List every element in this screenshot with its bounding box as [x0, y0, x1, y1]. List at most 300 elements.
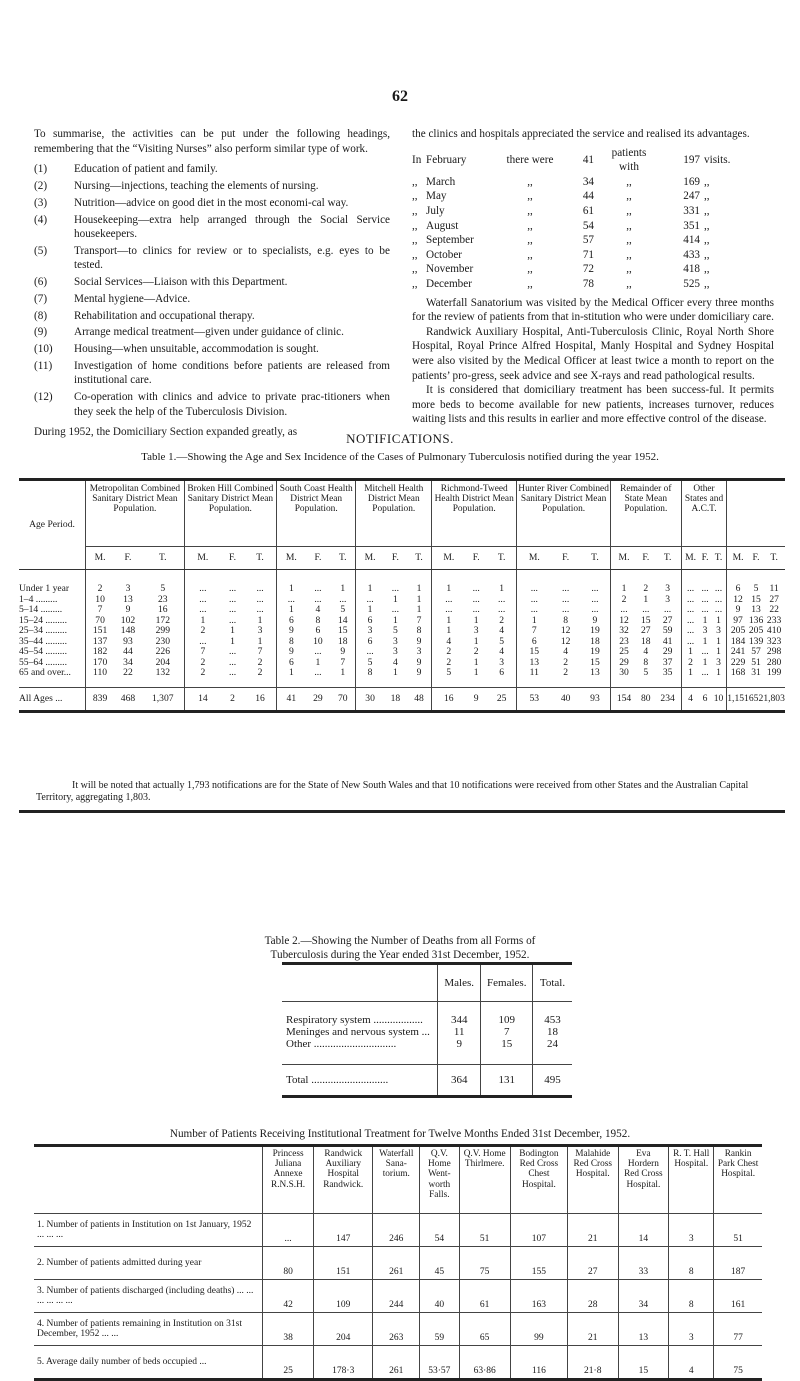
table-cell: 23 [142, 595, 184, 606]
table-cell: 44 [123, 646, 133, 657]
table-cell: 5 [367, 656, 373, 668]
table-cell: 27 [654, 616, 681, 627]
visit-w1: there were [506, 153, 554, 166]
table-cell: ... [711, 605, 727, 616]
table-cell: 229 [730, 656, 746, 668]
table-cell: 3 [711, 626, 727, 637]
table-cell: ... [228, 614, 237, 626]
table-cell: 3 [669, 1313, 714, 1346]
table-cell: 154 [610, 687, 637, 712]
table-cell: 13 [751, 604, 761, 615]
age-cell: 25–34 ......... [19, 626, 86, 637]
table-cell: 7 [244, 647, 276, 658]
table-cell: 27 [769, 593, 779, 605]
visit-visits: 331 [683, 204, 700, 217]
sex-header: T. [580, 547, 610, 570]
visit-w2: ,, [626, 263, 632, 276]
sex-header: M. [277, 547, 306, 570]
deaths-column-header [282, 964, 437, 1002]
table2-title-line2: Tuberculosis during the Year ended 31st December, 1952. [270, 949, 530, 961]
visit-month: September [426, 234, 474, 247]
table-row [34, 1214, 762, 1247]
visit-w2: ,, [626, 277, 632, 290]
sex-header: M. [727, 547, 749, 570]
table-cell: 4 [681, 687, 699, 712]
visit-w3: ,, [704, 263, 710, 276]
table-cell: 1 [330, 668, 356, 687]
table-cell: 2 [221, 687, 244, 712]
table-cell: 13 [580, 668, 610, 687]
table-row [34, 1247, 762, 1280]
table-cell: ... [228, 593, 237, 605]
table-cell: 107 [510, 1214, 567, 1247]
table-cell: 40 [420, 1280, 459, 1313]
item-text: Nutrition—advice on good diet in the most economi-cal way. [74, 196, 349, 209]
list-item [34, 292, 390, 306]
table-cell: 7 [200, 646, 206, 657]
table-cell: ... [244, 595, 276, 606]
table-cell: ... [445, 593, 453, 605]
table-cell: ... [701, 667, 709, 678]
table-cell: 15 [529, 646, 540, 657]
table-cell: ... [199, 604, 207, 615]
item-number: (3) [34, 196, 48, 209]
table-cell: 1 [473, 635, 479, 647]
table-cell: 170 [92, 656, 108, 668]
table-cell: 59 [420, 1313, 459, 1346]
table-cell: ... [445, 604, 453, 615]
waterfall-paragraph: Waterfall Sanatorium was visited by the Medical Officer every three months for the review of patients from that in-stitution who were under domiciliary care. [412, 296, 774, 324]
table-cell: 37 [654, 658, 681, 669]
sex-header: F. [221, 547, 244, 570]
table-cell: 2 [200, 667, 206, 678]
table-cell: 3 [392, 646, 398, 657]
table-cell: 34 [618, 1280, 669, 1313]
table-cell: 8 [669, 1247, 714, 1280]
table-cell: ... [314, 593, 322, 605]
table-cell: 28 [568, 1280, 618, 1313]
left-intro: To summarise, the activities can be put under the following headings, remembering that the “Visiting Nurses” also perform similar type of work. [34, 128, 390, 155]
hospitals-paragraph: Randwick Auxiliary Hospital, Anti-Tuberculosis Clinic, Royal North Shore Hospital, Royal Prince Alfred Hospital, Manly Hospital and Sydney Hospital were also visited by the Medical Officer at least twice a month to report on the patients’ pro-gress, seek advice and see X-rays and read pathological results. [412, 325, 774, 382]
deaths-value: 7 [481, 1026, 533, 1038]
deaths-total-label: Total ............................ [282, 1065, 437, 1097]
table-cell: 15 [580, 658, 610, 669]
table-cell: 18 [580, 637, 610, 648]
district-header: Richmond-Tweed Health District Mean Population. [432, 480, 517, 547]
visit-patients: 72 [582, 263, 594, 276]
table-cell: ... [228, 667, 237, 678]
item-text: Mental hygiene—Advice. [74, 292, 191, 305]
table1-caption: Table 1.—Showing the Age and Sex Incidence of the Cases of Pulmonary Tuberculosis notified during the year 1952. [141, 451, 659, 463]
table-cell: 30 [619, 667, 629, 678]
table-cell: 1 [621, 583, 627, 594]
table-cell: 12 [560, 635, 571, 647]
table-cell: 11 [529, 667, 539, 678]
table-cell: 3 [367, 625, 373, 636]
table-cell: 10 [711, 687, 727, 712]
visit-prefix: ,, [412, 219, 418, 232]
table-cell: 204 [314, 1313, 373, 1346]
visit-row [412, 189, 744, 204]
table-cell: 1 [288, 667, 294, 678]
table-cell: 42 [263, 1280, 314, 1313]
institution-header: Randwick Auxiliary Hospital Randwick. [314, 1146, 373, 1214]
table-cell: ... [580, 570, 610, 595]
table-cell: 57 [751, 646, 761, 657]
table-cell: ... [228, 583, 237, 594]
visit-w3: ,, [704, 234, 710, 247]
table-cell: ... [530, 604, 538, 615]
table-cell: 110 [93, 667, 108, 678]
table-cell: ... [686, 635, 695, 647]
table-cell: 54 [420, 1214, 459, 1247]
left-closing: During 1952, the Domiciliary Section expanded greatly, as [34, 425, 298, 438]
table-cell: 139 [748, 635, 764, 647]
item-number: (12) [34, 391, 53, 404]
table-cell: ... [244, 570, 276, 595]
visit-w3: visits. [704, 153, 731, 166]
table-cell: ... [701, 593, 709, 605]
table-cell: 1 [407, 605, 432, 616]
visit-w3: ,, [704, 219, 710, 232]
table-cell: 18 [330, 637, 356, 648]
table-cell: 5 [643, 667, 649, 678]
table3-title: Number of Patients Receiving Institutional Treatment for Twelve Months Ended 31st December, 1952. [169, 1128, 631, 1140]
table-cell: 1 [446, 583, 452, 594]
item-text: Arrange medical treatment—given under guidance of clinic. [74, 326, 344, 339]
table-cell: ... [314, 646, 322, 657]
table-cell: 38 [263, 1313, 314, 1346]
sex-header: T. [330, 547, 356, 570]
item-number: (2) [34, 179, 48, 192]
table-row [19, 626, 785, 637]
table-cell: ... [228, 646, 237, 657]
table-row [34, 1280, 762, 1313]
sex-header: T. [654, 547, 681, 570]
age-cell: Under 1 year [19, 570, 86, 595]
section-rule [19, 810, 785, 813]
visit-month: December [426, 277, 472, 290]
table-cell: 1 [200, 614, 206, 626]
table-cell: 8 [407, 626, 432, 637]
deaths-value: 344 [437, 1002, 481, 1027]
table-cell: ... [244, 605, 276, 616]
deaths-total-value: 131 [481, 1065, 533, 1097]
visit-w2: ,, [626, 175, 632, 188]
sex-header: T. [407, 547, 432, 570]
visit-visits: 169 [683, 175, 700, 188]
deaths-value: 18 [533, 1026, 573, 1038]
table-cell: 9 [407, 668, 432, 687]
item-number: (9) [34, 326, 48, 339]
list-item [34, 196, 390, 210]
visit-w2: ,, [626, 204, 632, 217]
visit-month: November [426, 263, 474, 276]
table-cell: 16 [244, 687, 276, 712]
item-number: (11) [34, 359, 53, 372]
institutional-treatment-table [34, 1144, 762, 1381]
institution-header: Princess Juliana Annexe R.N.S.H. [263, 1146, 314, 1214]
sex-header: M. [432, 547, 466, 570]
activities-list [34, 162, 390, 419]
sex-header: M. [610, 547, 637, 570]
table-cell: 3 [244, 626, 276, 637]
sex-header: M. [184, 547, 221, 570]
table-cell: 184 [730, 635, 746, 647]
table-cell: 2 [446, 656, 452, 668]
table-cell: 21 [568, 1313, 618, 1346]
table-cell: 246 [373, 1214, 420, 1247]
sex-header: T. [142, 547, 184, 570]
deaths-value: 15 [481, 1038, 533, 1065]
table-cell: 2 [563, 656, 569, 668]
table-cell: 1 [473, 614, 479, 626]
table-cell: 187 [714, 1247, 762, 1280]
table-cell: 1 [367, 604, 373, 615]
table-cell: 15 [618, 1346, 669, 1380]
table-cell: 22 [123, 667, 133, 678]
visit-row [412, 262, 744, 277]
visit-patients: 41 [582, 153, 594, 166]
table-row [34, 1313, 762, 1346]
district-header: Other States and A.C.T. [681, 480, 726, 547]
table-cell: 151 [92, 625, 108, 636]
age-cell: 35–44 ......... [19, 637, 86, 648]
item-number: (4) [34, 213, 48, 226]
table-cell: ... [686, 593, 695, 605]
table-cell: 1 [473, 656, 479, 668]
sex-header: M. [517, 547, 551, 570]
table-cell: 8 [315, 614, 321, 626]
table-cell: 1 [288, 604, 294, 615]
table-cell: 6 [531, 635, 537, 647]
table-cell: 19 [580, 647, 610, 658]
sex-header: M. [86, 547, 115, 570]
table-cell: 6 [367, 635, 373, 647]
table-cell: 4 [563, 646, 569, 657]
table-cell: 10 [95, 593, 105, 605]
sex-header: F. [637, 547, 654, 570]
table-cell: 6 [288, 614, 294, 626]
list-item [34, 325, 390, 339]
table-cell: 116 [510, 1346, 567, 1380]
table-cell: 1 [688, 646, 693, 657]
table-cell: 3 [407, 647, 432, 658]
table-cell: 9 [735, 604, 741, 615]
deaths-row [282, 1038, 572, 1065]
list-item [34, 309, 390, 323]
table-cell: 29 [619, 656, 629, 668]
sex-header: T. [711, 547, 727, 570]
table-cell: 10 [313, 635, 323, 647]
table-cell: 9 [407, 658, 432, 669]
sex-header: T. [244, 547, 276, 570]
table-cell: 9 [288, 646, 294, 657]
visit-patients: 34 [582, 175, 594, 188]
table-cell: 14 [618, 1214, 669, 1247]
age-cell: 65 and over... [19, 668, 86, 687]
table-cell: 263 [373, 1313, 420, 1346]
district-header: Remainder of State Mean Population. [610, 480, 681, 547]
table-cell: 234 [654, 687, 681, 712]
table-cell: 8 [563, 614, 569, 626]
visit-visits: 197 [683, 153, 700, 166]
table-cell: 15 [751, 593, 761, 605]
table-cell: 9 [288, 625, 294, 636]
table-cell: ... [580, 595, 610, 606]
table-cell: 261 [373, 1247, 420, 1280]
table-cell: ... [686, 583, 695, 594]
table-cell: ... [562, 604, 570, 615]
table-cell: 136 [748, 614, 764, 626]
table-cell: 1 [315, 656, 321, 668]
row-label: 3. Number of patients discharged (including deaths) ... ... ... ... ... ... [34, 1280, 263, 1313]
sex-header: M. [681, 547, 699, 570]
visit-month: February [426, 153, 467, 166]
table-cell: ... [686, 625, 695, 636]
row-label: 1. Number of patients in Institution on 1st January, 1952 ... ... ... [34, 1214, 263, 1247]
table-cell: 1 [487, 570, 517, 595]
table-cell: 77 [714, 1313, 762, 1346]
table-cell: 21·8 [568, 1346, 618, 1380]
table-cell: ... [199, 583, 207, 594]
visit-row [412, 175, 744, 190]
table-row [19, 647, 785, 658]
table-cell: 18 [384, 687, 407, 712]
row-label-header [34, 1146, 263, 1214]
visit-w2: ,, [626, 234, 632, 247]
table-cell: 3 [669, 1214, 714, 1247]
institution-header: Malahide Red Cross Hospital. [568, 1146, 618, 1214]
table-cell: 16 [142, 605, 184, 616]
table-cell: 33 [618, 1247, 669, 1280]
table-cell: 1 [702, 656, 708, 668]
visit-prefix: ,, [412, 234, 418, 247]
table-cell: ... [199, 593, 207, 605]
table-cell: 1 [367, 583, 373, 594]
visit-w2: patients with [611, 146, 647, 174]
table-cell: 13 [618, 1313, 669, 1346]
visit-visits: 433 [683, 248, 700, 261]
table-cell: 93 [580, 687, 610, 712]
visit-w2: ,, [626, 219, 632, 232]
table-cell: 29 [306, 687, 330, 712]
table-cell: 25 [619, 646, 629, 657]
table-cell: 155 [510, 1247, 567, 1280]
table-cell: ... [701, 604, 709, 615]
visit-w3: ,, [704, 190, 710, 203]
item-text: Housekeeping—extra help arranged through the Social Service housekeepers. [74, 213, 390, 240]
institution-header: Q.V. Home Thirlmere. [459, 1146, 510, 1214]
table-cell: 99 [510, 1313, 567, 1346]
page-number: 62 [392, 88, 408, 105]
table-cell: 3 [654, 570, 681, 595]
visit-patients: 57 [582, 234, 594, 247]
institution-header: Waterfall Sana-torium. [373, 1146, 420, 1214]
district-header: South Coast Health District Mean Population. [277, 480, 356, 547]
sex-header: F. [749, 547, 763, 570]
table-cell: 1,151 [727, 687, 749, 712]
table-cell: 1 [392, 593, 398, 605]
table-cell: 51 [714, 1214, 762, 1247]
table-cell: 14 [330, 616, 356, 627]
table-cell: 7 [531, 625, 537, 636]
table-cell: 3 [473, 625, 479, 636]
visit-w1: ,, [527, 234, 533, 247]
table-cell: ... [580, 605, 610, 616]
visit-patients: 44 [582, 190, 594, 203]
institution-header: Rankin Park Chest Hospital. [714, 1146, 762, 1214]
table-cell: 1 [688, 667, 693, 678]
table-cell: 261 [373, 1346, 420, 1380]
deaths-label: Other .............................. [286, 1038, 397, 1050]
item-number: (1) [34, 163, 48, 176]
age-cell: 15–24 ......... [19, 616, 86, 627]
district-header: Hunter River Combined Sanitary District Mean Population. [517, 480, 610, 547]
table-cell: 19 [580, 626, 610, 637]
deaths-total-value: 495 [533, 1065, 573, 1097]
table-cell: 15 [330, 626, 356, 637]
visit-w3: ,, [704, 277, 710, 290]
table-cell: 148 [120, 625, 136, 636]
deaths-label: Respiratory system .................. [286, 1014, 423, 1026]
visit-row [412, 277, 744, 292]
table-cell: ... [391, 604, 399, 615]
table-cell: 45 [420, 1247, 459, 1280]
item-text: Investigation of home conditions before patients are released from institutional care. [74, 359, 390, 387]
header-row [34, 1146, 762, 1214]
visit-month: October [426, 248, 463, 261]
table-cell: 12 [560, 625, 571, 636]
table-cell: 30 [356, 687, 384, 712]
table-cell: 4 [446, 635, 452, 647]
table-cell: 3 [392, 635, 398, 647]
table-cell: ... [199, 635, 207, 647]
visit-w3: ,, [704, 248, 710, 261]
table-cell: 1 [711, 616, 727, 627]
visit-prefix: ,, [412, 204, 418, 217]
visits-table [412, 146, 744, 292]
table-cell: 8 [367, 667, 373, 678]
table-cell: ... [562, 593, 570, 605]
table-cell: ... [487, 605, 517, 616]
table-cell: 132 [142, 668, 184, 687]
table-cell: 7 [97, 604, 103, 615]
table-cell: ... [314, 667, 322, 678]
visit-prefix: ,, [412, 190, 418, 203]
table-cell: 97 [733, 614, 743, 626]
item-number: (8) [34, 309, 48, 322]
row-label: 2. Number of patients admitted during year [34, 1247, 263, 1280]
table-cell: ... [366, 593, 374, 605]
table2-title-line1: Table 2.—Showing the Number of Deaths from all Forms of [264, 935, 536, 947]
table-cell: ... [472, 593, 480, 605]
table-cell: 2 [473, 646, 479, 657]
table-cell: 205 [748, 625, 764, 636]
table-cell: 5 [753, 583, 759, 594]
table-cell: 241 [730, 646, 746, 657]
visit-w1: ,, [527, 248, 533, 261]
table-cell: 3 [711, 658, 727, 669]
table-cell: 5 [392, 625, 398, 636]
table-cell: 8 [669, 1280, 714, 1313]
deaths-value: 24 [533, 1038, 573, 1065]
table-cell: 9 [580, 616, 610, 627]
item-number: (7) [34, 292, 48, 305]
table-cell: 168 [730, 667, 746, 678]
table-cell: 80 [263, 1247, 314, 1280]
table-cell: 2 [244, 658, 276, 669]
